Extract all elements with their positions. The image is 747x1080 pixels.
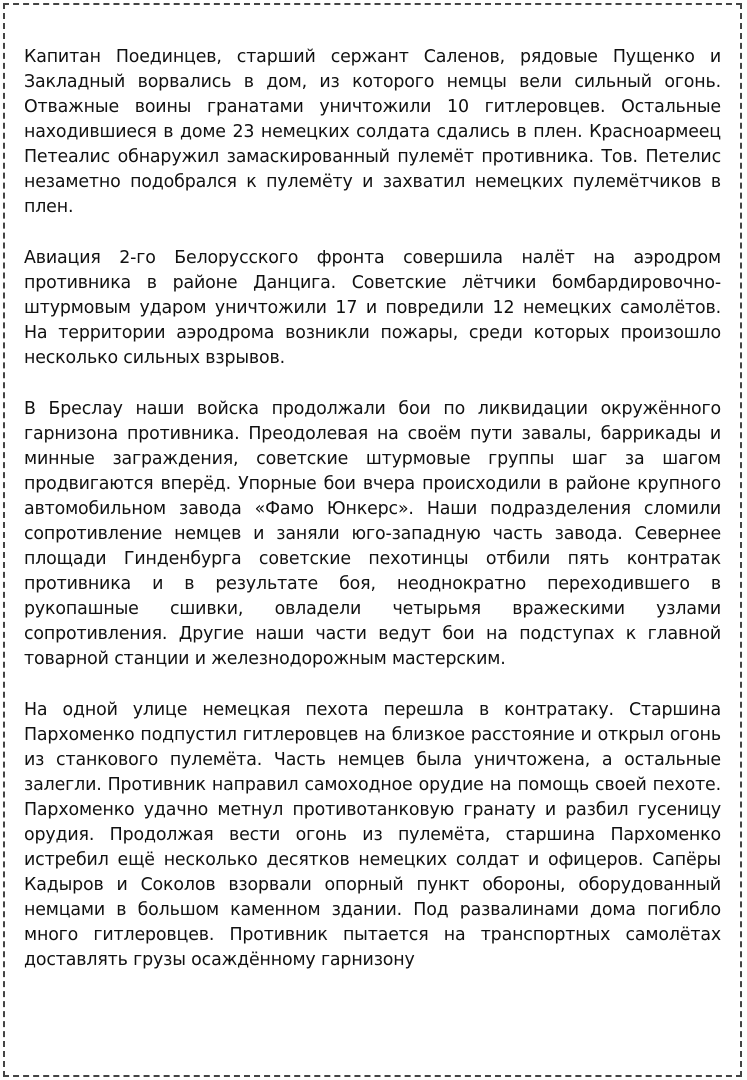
document-body [24, 45, 721, 973]
paragraph-4: На одной улице немецкая пехота перешла в контратаку. Старшина Пархоменко подпустил гитлеровцев на близкое расстояние и открыл огонь из станкового пулемёта. Часть немцев была уничтожена, а остальные залегли. Противник направил самоходное орудие на помощь своей пехоте. Пархоменко удачно метнул противотанковую гранату и разбил гусеницу орудия. Продолжая вести огонь из пулемёта, старшина Пархоменко истребил ещё несколько десятков немецких солдат и офицеров. Сапёры Кадыров и Соколов взорвали опорный пункт обороны, оборудованный немцами в большом каменном здании. Под развалинами дома погибло много гитлеровцев. Противник пытается на транспортных самолётах доставлять грузы осаждённому гарнизону [24, 700, 721, 970]
paragraph-3: В Бреслау наши войска продолжали бои по ликвидации окружённого гарнизона противника. Преодолевая на своём пути завалы, баррикады и минные заграждения, советские штурмовые группы шаг за шагом продвигаются вперёд. Упорные бои вчера происходили в районе крупного автомобильном завода «Фамо Юнкерс». Наши подразделения сломили сопротивление немцев и заняли юго-западную часть завода. Севернее площади Гинденбурга советские пехотинцы отбили пять контратак противника и в результате боя, неоднократно переходившего в рукопашные сшивки, овладели четырьмя вражескими узлами сопротивления. Другие наши части ведут бои на подступах к главной товарной станции и железнодорожным мастерским. [24, 399, 721, 669]
paragraph-1: Капитан Поединцев, старший сержант Саленов, рядовые Пущенко и Закладный ворвались в дом, из которого немцы вели сильный огонь. Отважные воины гранатами уничтожили 10 гитлеровцев. Остальные находившиеся в доме 23 немецких солдата сдались в плен. Красноармеец Петеалис обнаружил замаскированный пулемёт противника. Тов. Петелис незаметно подобрался к пулемёту и захватил немецких пулемётчиков в плен. [24, 47, 721, 217]
paragraph-2: Авиация 2-го Белорусского фронта совершила налёт на аэродром противника в районе Данцига. Советские лётчики бомбардировочно-штурмовым ударом уничтожили 17 и повредили 12 немецких самолётов. На территории аэродрома возникли пожары, среди которых произошло несколько сильных взрывов. [24, 248, 721, 368]
